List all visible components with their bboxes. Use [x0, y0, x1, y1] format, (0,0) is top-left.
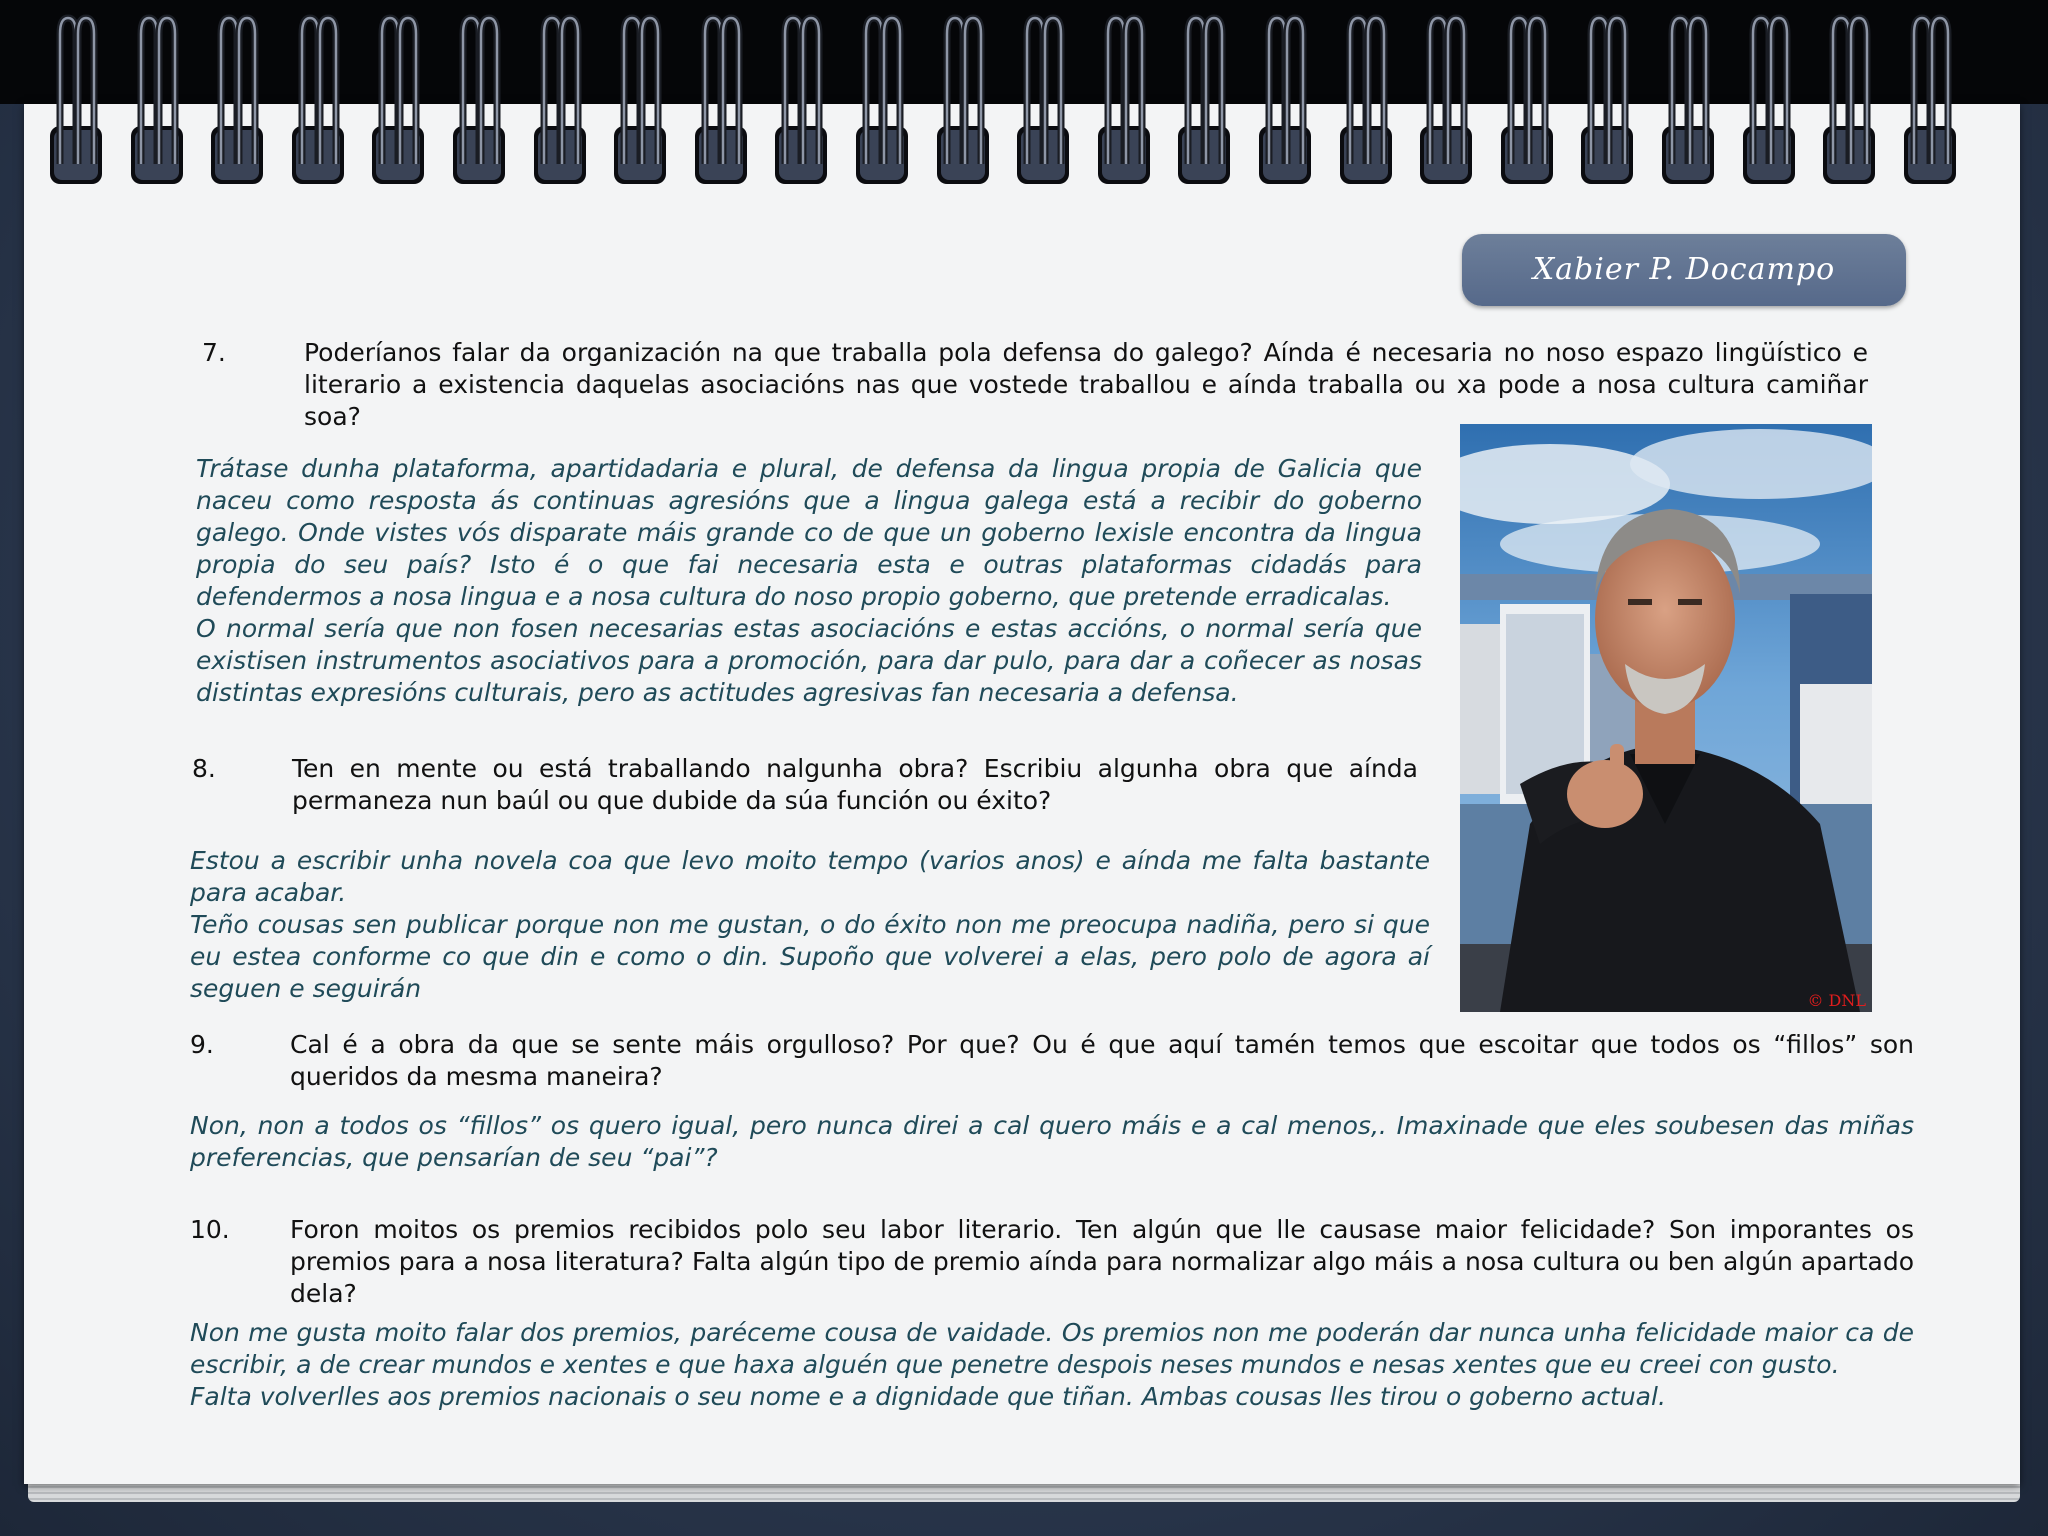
binder-ring [935, 14, 991, 184]
answer-paragraph: Non, non a todos os “fillos” os quero igual, pero nunca direi a cal quero máis e a cal menos,. Imaxinade que eles soubesen das miñas preferencias, que pensarían de seu “pai”? [190, 1111, 1914, 1172]
binder-ring [1902, 14, 1958, 184]
binder-ring [1015, 14, 1071, 184]
answer-9 [190, 1110, 1914, 1174]
answer-paragraph: Estou a escribir unha novela coa que levo moito tempo (varios anos) e aínda me falta bastante para acabar. [190, 846, 1430, 907]
question-number: 8. [192, 754, 216, 783]
question-text: Foron moitos os premios recibidos polo seu labor literario. Ten algún que lle causase maior felicidade? Son imporantes os premios para a nosa literatura? Falta algún tipo de premio aínda para normalizar algo máis a nosa cultura ou ben algún apartado dela? [290, 1215, 1914, 1308]
question-text: Cal é a obra da que se sente máis orgulloso? Por que? Ou é que aquí tamén temos que escoitar que todos os “fillos” son queridos da mesma maneira? [290, 1030, 1914, 1091]
answer-paragraph: Teño cousas sen publicar porque non me gustan, o do éxito non me preocupa nadiña, pero si que eu estea conforme co que din e como o din. Supoño que volverei a elas, pero polo de agora aí seguen e seguirán [190, 910, 1430, 1003]
binder-ring [129, 14, 185, 184]
binder-ring [1741, 14, 1797, 184]
author-photo [1460, 424, 1872, 1012]
answer-10 [190, 1317, 1914, 1413]
binder-ring [1418, 14, 1474, 184]
answer-7 [196, 453, 1422, 709]
binder-ring [532, 14, 588, 184]
question-number: 9. [190, 1030, 214, 1059]
binder-ring [48, 14, 104, 184]
answer-paragraph: Trátase dunha plataforma, apartidadaria e plural, de defensa da lingua propia de Galicia que naceu como resposta ás continuas agresións que a lingua galega está a recibir do goberno galego. Onde vistes vós disparate máis grande co de que un goberno lexisle encontra da lingua propia do seu país? Isto é o que fai necesaria esta e outras plataformas cidadás para defendermos a nosa lingua e a nosa cultura do noso propio goberno, que pretende erradicalas. [196, 454, 1422, 611]
author-name-badge: Xabier P. Docampo [1462, 234, 1906, 306]
binder-ring [693, 14, 749, 184]
question-number: 10. [190, 1215, 230, 1244]
binder-ring [1821, 14, 1877, 184]
binder-ring [1579, 14, 1635, 184]
binder-ring [451, 14, 507, 184]
binder-ring [370, 14, 426, 184]
binder-ring [1660, 14, 1716, 184]
binder-ring [773, 14, 829, 184]
answer-8 [190, 845, 1430, 1005]
question-9 [190, 1029, 1914, 1093]
binder-ring [1257, 14, 1313, 184]
answer-paragraph: O normal sería que non fosen necesarias estas asociacións e estas accións, o normal sería que existisen instrumentos asociativos para a promoción, para dar pulo, para dar a coñecer as nosas distintas expresións culturais, pero as actitudes agresivas fan necesaria a defensa. [196, 614, 1422, 707]
question-text: Ten en mente ou está traballando nalgunha obra? Escribiu algunha obra que aínda permaneza nun baúl ou que dubide da súa función ou éxito? [292, 754, 1418, 815]
binder-ring [612, 14, 668, 184]
spiral-binding [0, 14, 2048, 184]
portrait-image [1460, 424, 1872, 1012]
binder-ring [1176, 14, 1232, 184]
binder-ring [854, 14, 910, 184]
binder-ring [1338, 14, 1394, 184]
binder-ring [1096, 14, 1152, 184]
answer-paragraph: Falta volverlles aos premios nacionais o seu nome e a dignidade que tiñan. Ambas cousas lles tirou o goberno actual. [190, 1382, 1666, 1411]
question-7 [202, 337, 1868, 433]
question-10 [190, 1214, 1914, 1310]
answer-paragraph: Non me gusta moito falar dos premios, paréceme cousa de vaidade. Os premios non me poderán dar nunca unha felicidade maior ca de escribir, a de crear mundos e xentes e que haxa alguén que penetre despois neses mundos e nesas xentes que eu creei con gusto. [190, 1318, 1914, 1379]
binder-ring [209, 14, 265, 184]
photo-credit: © DNL [1807, 991, 1866, 1010]
question-number: 7. [202, 338, 226, 367]
binder-ring [290, 14, 346, 184]
question-8 [192, 753, 1418, 817]
question-text: Poderíanos falar da organización na que traballa pola defensa do galego? Aínda é necesaria no noso espazo lingüístico e literario a existencia daquelas asociacións nas que vostede traballou e aínda traballa ou xa pode a nosa cultura camiñar soa? [304, 338, 1868, 431]
binder-ring [1499, 14, 1555, 184]
